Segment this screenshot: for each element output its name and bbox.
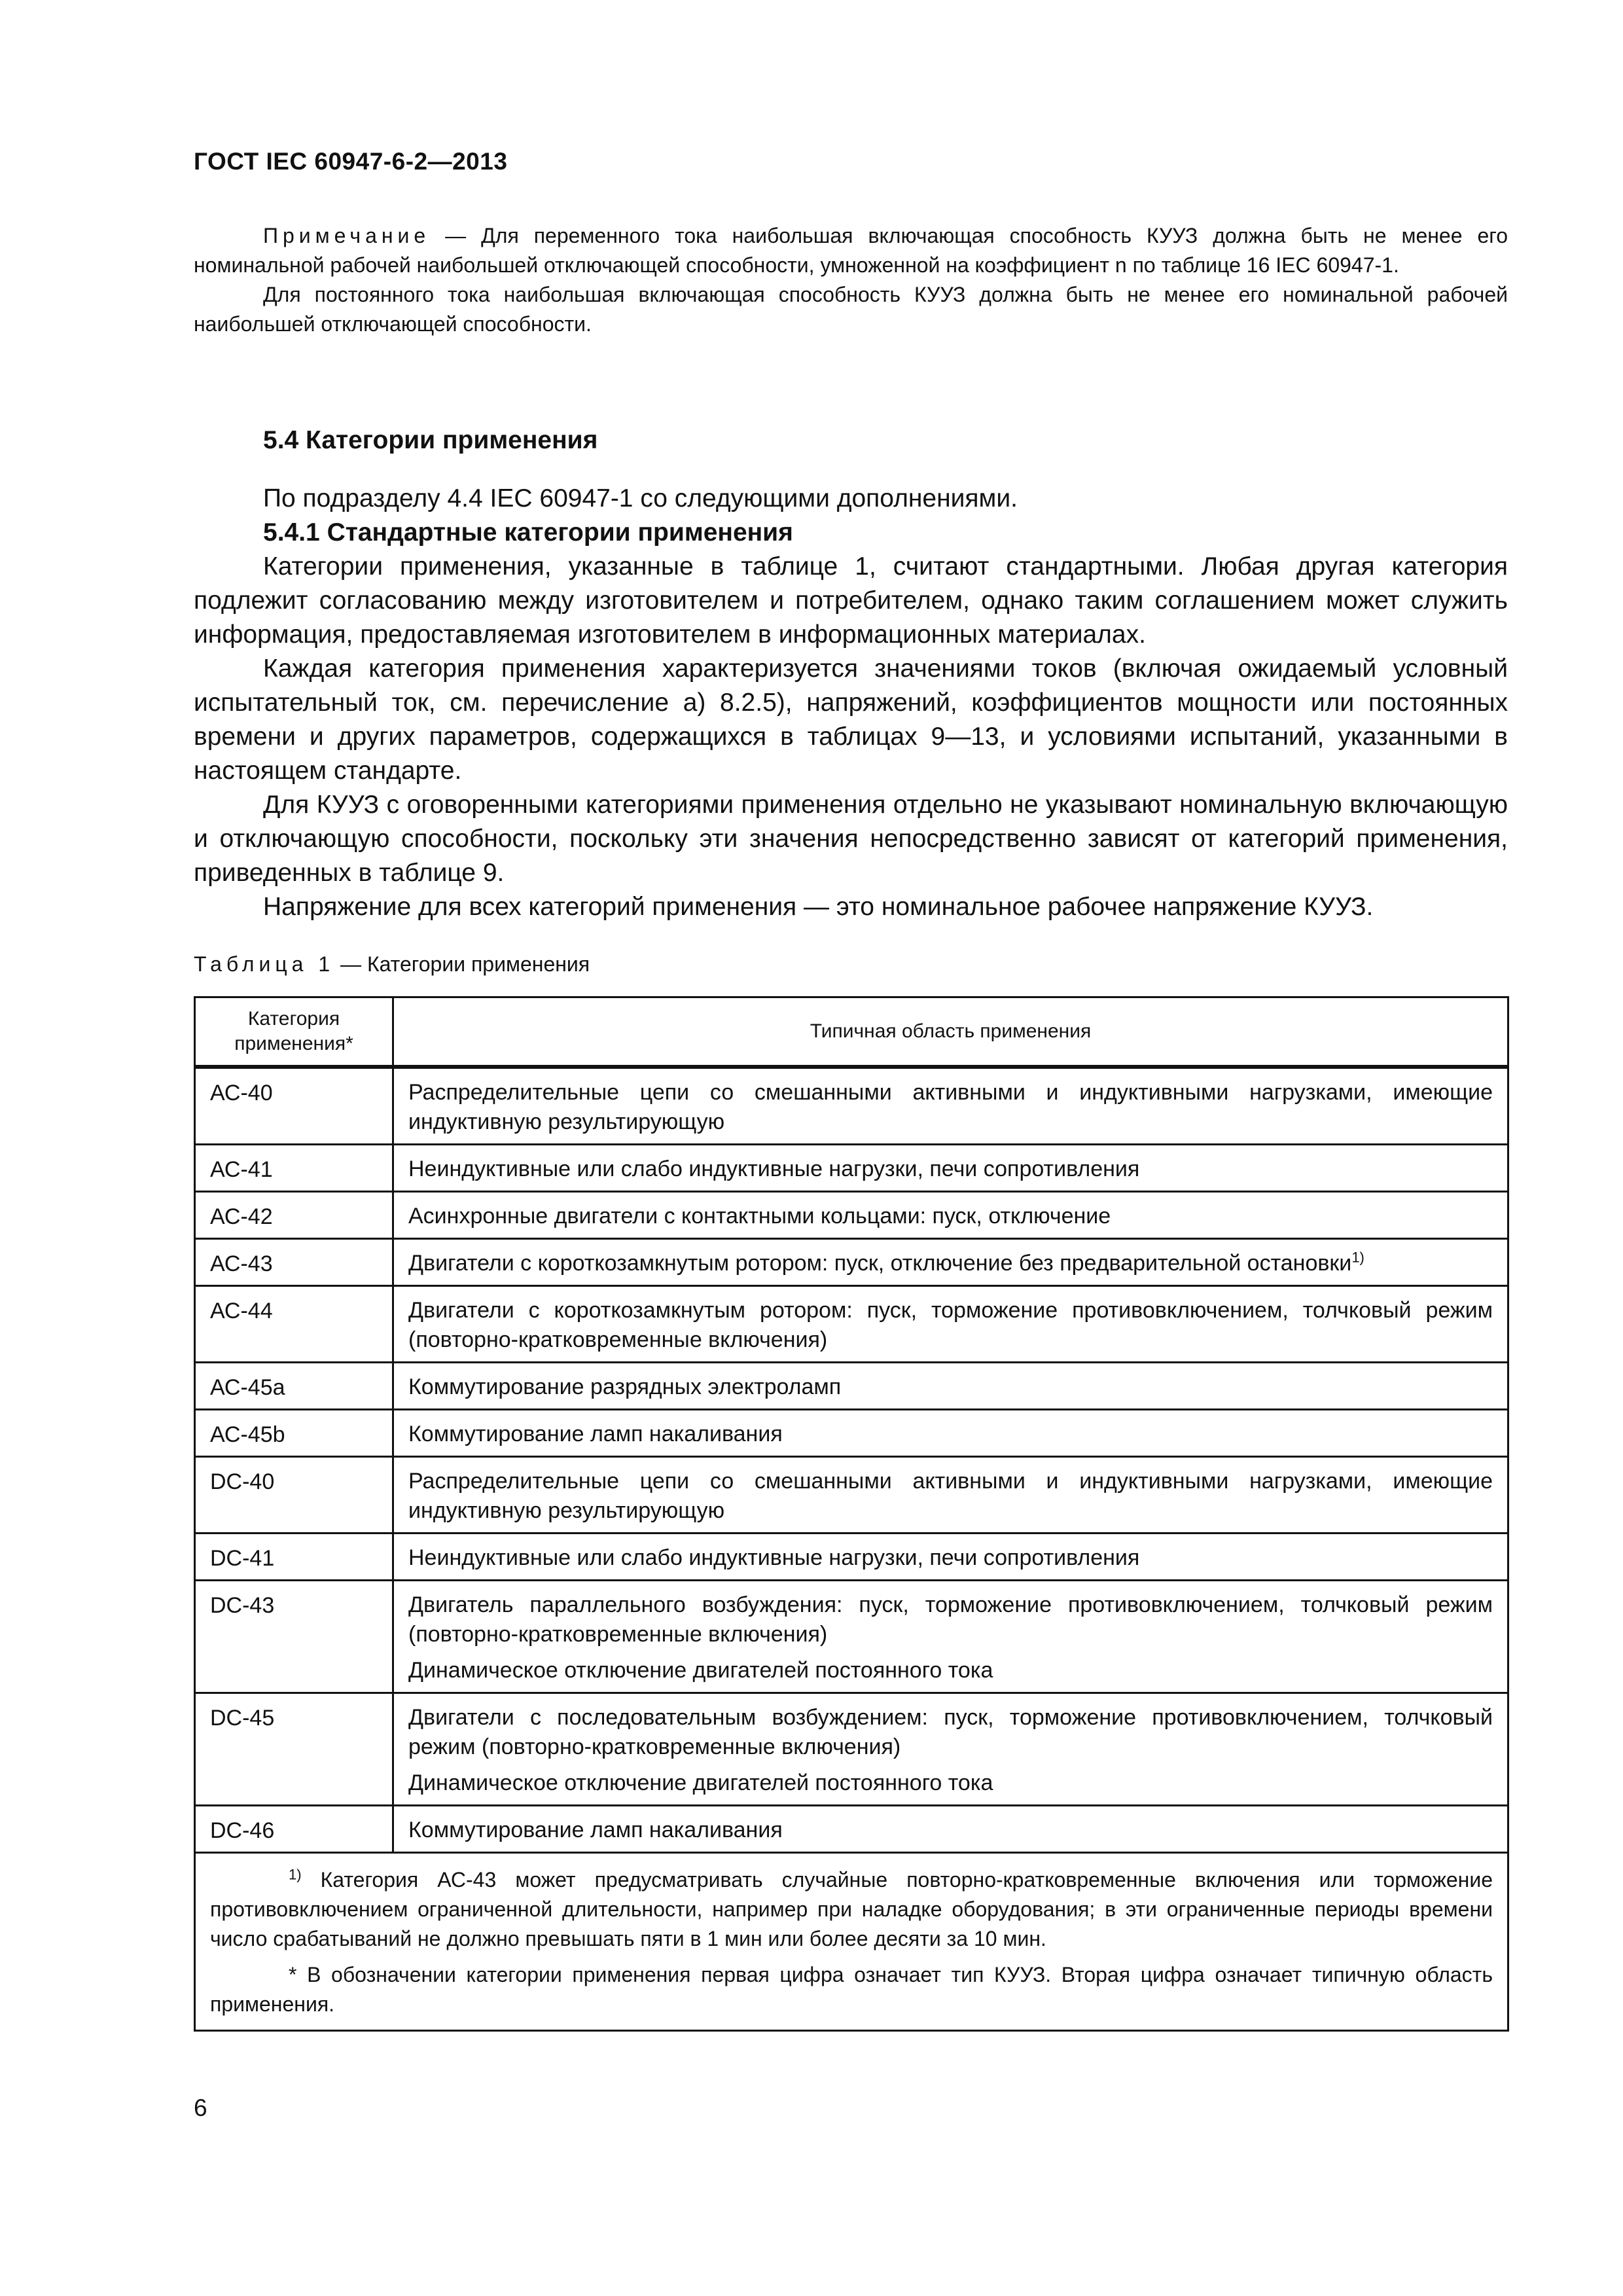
body-paragraph: Для КУУЗ с оговоренными категориями применения отдельно не указывают номинальную включающую и отключающую способности, поскольку эти значения непосредственно зависят от категорий применения, приведенных в таблице 9. — [194, 791, 1508, 887]
table-row — [195, 1410, 1508, 1457]
page-number: 6 — [194, 2094, 207, 2121]
document-header: ГОСТ IEC 60947-6-2—2013 — [194, 148, 508, 175]
section-title: 5.4 Категории применения — [263, 426, 598, 454]
category-description: Двигатели с короткозамкнутым ротором: пуск, торможение противовключением, толчковый режим (повторно-кратковременные включения) — [393, 1286, 1508, 1363]
category-description: Распределительные цепи со смешанными активными и индуктивными нагрузками, имеющие индуктивную результирующую — [393, 1457, 1508, 1534]
category-description: Распределительные цепи со смешанными активными и индуктивными нагрузками, имеющие индуктивную результирующую — [393, 1067, 1508, 1145]
table-row — [195, 1145, 1508, 1192]
table-footnotes — [195, 1853, 1508, 2031]
category-code: DC-41 — [195, 1534, 393, 1581]
category-description-extra: Динамическое отключение двигателей постоянного тока — [408, 1770, 993, 1795]
footnote-2: * В обозначении категории применения первая цифра означает тип КУУЗ. Вторая цифра означает типичную область применения. — [210, 1963, 1493, 2016]
table-row — [195, 1239, 1508, 1286]
table-caption-text: — Категории применения — [334, 952, 590, 976]
table-row — [195, 1534, 1508, 1581]
category-description-text: Двигатели с короткозамкнутым ротором: пуск, отключение без предварительной остановки — [408, 1251, 1352, 1276]
table-caption — [194, 952, 590, 977]
footnote-mark: 1) — [289, 1866, 302, 1883]
category-code: DC-40 — [195, 1457, 393, 1534]
table-caption-label: Таблица 1 — [194, 952, 335, 976]
category-description: Неиндуктивные или слабо индуктивные нагрузки, печи сопротивления — [393, 1534, 1508, 1581]
category-description: Асинхронные двигатели с контактными кольцами: пуск, отключение — [393, 1192, 1508, 1239]
category-code: АС-45а — [195, 1363, 393, 1410]
column-header-application: Типичная область применения — [393, 997, 1508, 1067]
note-paragraph-2: Для постоянного тока наибольшая включающая способность КУУЗ должна быть не менее его номинальной рабочей наибольшей отключающей способности. — [194, 283, 1508, 336]
category-description-text: Двигатели с последовательным возбуждением: пуск, торможение противовключением, толчковый режим (повторно-кратковременные включения) — [408, 1705, 1493, 1759]
category-code: АС-41 — [195, 1145, 393, 1192]
category-description: Коммутирование ламп накаливания — [393, 1410, 1508, 1457]
section-body — [194, 482, 1508, 924]
table-row — [195, 1581, 1508, 1693]
category-description — [393, 1239, 1508, 1286]
category-code: АС-45b — [195, 1410, 393, 1457]
category-code: DC-46 — [195, 1806, 393, 1853]
footnote-reference: 1) — [1351, 1249, 1364, 1266]
category-description-text: Двигатель параллельного возбуждения: пуск, торможение противовключением, толчковый режим (повторно-кратковременные включения) — [408, 1592, 1493, 1647]
note-block — [194, 221, 1508, 339]
category-code: АС-44 — [195, 1286, 393, 1363]
category-description: Неиндуктивные или слабо индуктивные нагрузки, печи сопротивления — [393, 1145, 1508, 1192]
category-description: Коммутирование ламп накаливания — [393, 1806, 1508, 1853]
category-description — [393, 1693, 1508, 1806]
body-paragraph: Категории применения, указанные в таблице 1, считают стандартными. Любая другая категория подлежит согласованию между изготовителем и потребителем, однако таким соглашением может служить информация, предоставляемая изготовителем в информационных материалах. — [194, 552, 1508, 649]
footnote-1 — [210, 1865, 1493, 1954]
table-header-row — [195, 997, 1508, 1067]
table-row — [195, 1806, 1508, 1853]
table-row — [195, 1286, 1508, 1363]
subsection-title: 5.4.1 Стандартные категории применения — [263, 518, 793, 547]
footnote-1-text: Категория АС-43 может предусматривать случайные повторно-кратковременные включения или торможение противовключением ограниченной длительности, например при наладке оборудования; в эти ограниченные периоды времени число срабатываний не должно превышать пяти в 1 мин или более десяти за 10 мин. — [210, 1868, 1493, 1950]
categories-table — [194, 996, 1509, 2032]
table-row — [195, 1457, 1508, 1534]
table-row — [195, 1192, 1508, 1239]
table-row — [195, 1067, 1508, 1145]
category-description — [393, 1581, 1508, 1693]
category-description-extra: Динамическое отключение двигателей постоянного тока — [408, 1658, 993, 1683]
category-code: АС-40 — [195, 1067, 393, 1145]
table-footnotes-row — [195, 1853, 1508, 2031]
table-row — [195, 1693, 1508, 1806]
section-intro: По подразделу 4.4 IEC 60947-1 со следующими дополнениями. — [263, 484, 1018, 512]
category-code: АС-43 — [195, 1239, 393, 1286]
note-text: — Для переменного тока наибольшая включающая способность КУУЗ должна быть не менее его номинальной рабочей наибольшей отключающей способности, умноженной на коэффициент n по таблице 16 IEC 60947-1. — [194, 224, 1508, 277]
category-code: АС-42 — [195, 1192, 393, 1239]
body-paragraph: Напряжение для всех категорий применения — это номинальное рабочее напряжение КУУЗ. — [263, 893, 1374, 921]
category-description: Коммутирование разрядных электроламп — [393, 1363, 1508, 1410]
category-code: DC-45 — [195, 1693, 393, 1806]
table-row — [195, 1363, 1508, 1410]
category-code: DC-43 — [195, 1581, 393, 1693]
column-header-category: Категория применения* — [195, 997, 393, 1067]
body-paragraph: Каждая категория применения характеризуется значениями токов (включая ожидаемый условный испытательный ток, см. перечисление а) 8.2.5), напряжений, коэффициентов мощности или постоянных времени и других параметров, содержащихся в таблицах 9—13, и условиями испытаний, указанными в настоящем стандарте. — [194, 655, 1508, 785]
note-label: Примечание — [263, 224, 431, 247]
note-paragraph — [194, 221, 1508, 280]
